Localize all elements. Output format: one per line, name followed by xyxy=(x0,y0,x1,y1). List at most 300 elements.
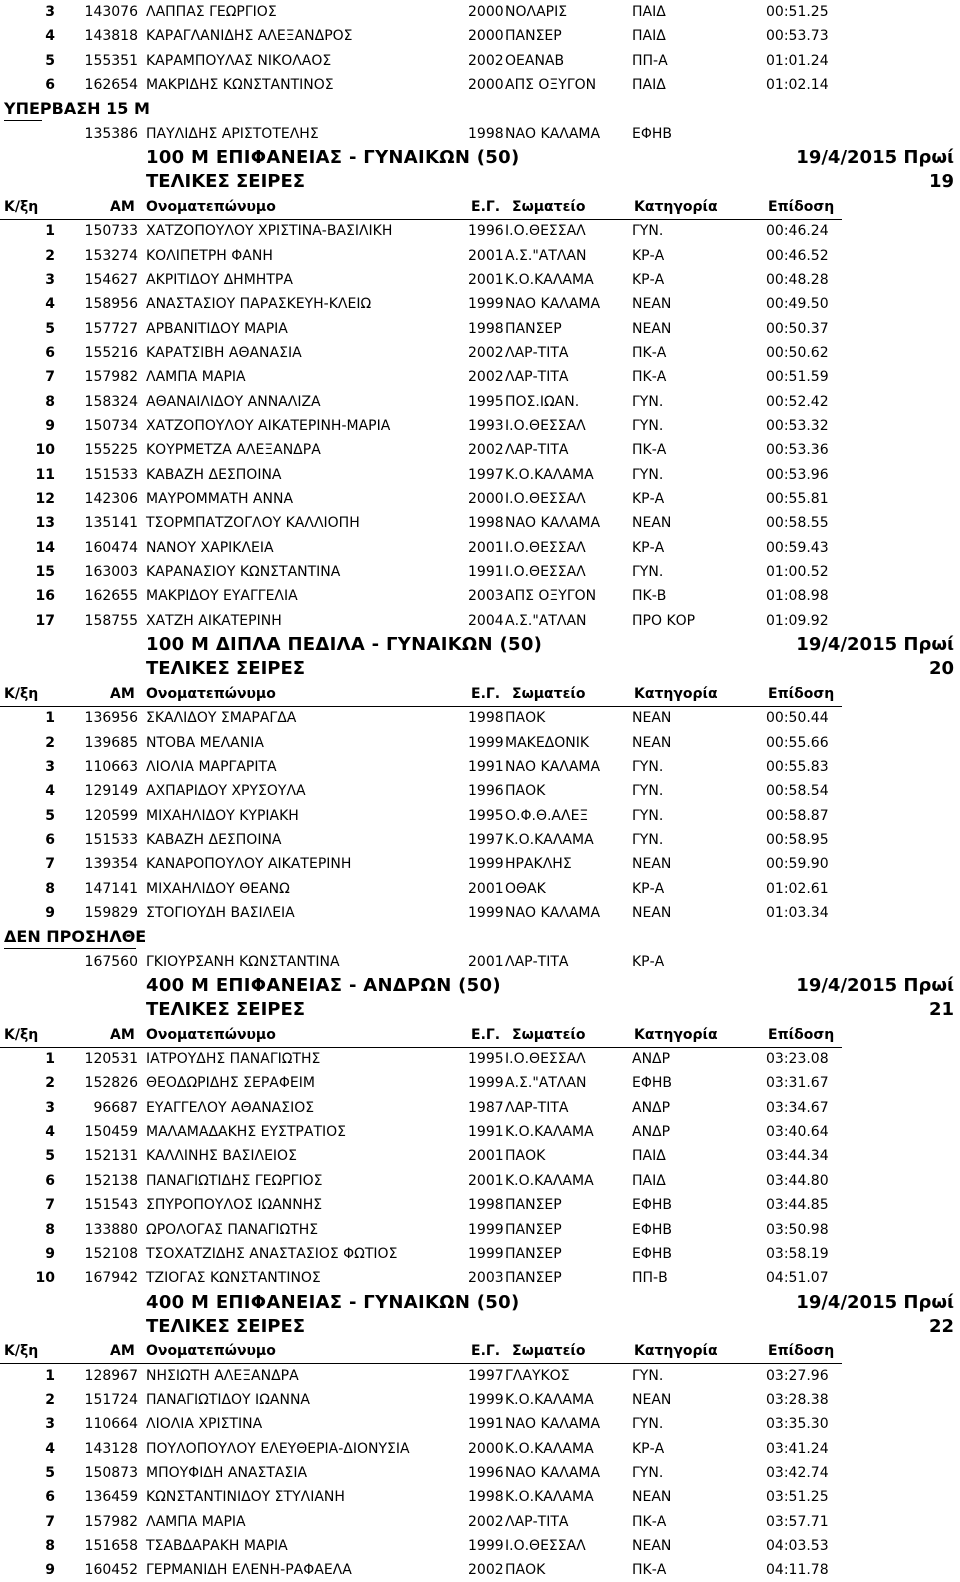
birth-year-cell: 2002 xyxy=(468,52,504,69)
performance-cell: 03:42.74 xyxy=(766,1465,829,1481)
category-cell: ΚΡ-Α xyxy=(632,247,665,264)
rank-cell: 3 xyxy=(45,1416,55,1433)
rank-cell: 6 xyxy=(45,831,55,848)
club-cell: ΝΑΟ ΚΑΛΑΜΑ xyxy=(505,1465,601,1481)
club-cell: ΗΡΑΚΛΗΣ xyxy=(505,856,572,873)
club-cell: Κ.Ο.ΚΑΛΑΜΑ xyxy=(505,1124,594,1141)
am-cell: 150873 xyxy=(84,1465,138,1481)
name-cell: ΛΙΟΛΙΑ ΜΑΡΓΑΡΙΤΑ xyxy=(146,758,277,775)
category-cell: ΝΕΑΝ xyxy=(632,1538,672,1555)
club-cell: ΑΠΣ ΟΞΥΓΟΝ xyxy=(505,588,597,605)
name-cell: ΜΑΚΡΙΔΗΣ ΚΩΝΣΤΑΝΤΙΝΟΣ xyxy=(146,77,334,94)
club-cell: ΠΑΟΚ xyxy=(505,1148,546,1165)
result-row xyxy=(0,950,960,974)
birth-year-cell: 2002 xyxy=(468,344,504,361)
club-cell: Ι.Ο.ΘΕΣΣΑΛ xyxy=(505,564,586,581)
name-cell: ΜΙΧΑΗΛΙΔΟΥ ΘΕΑΝΩ xyxy=(146,880,290,897)
name-cell: ΧΑΤΖΟΠΟΥΛΟΥ ΧΡΙΣΤΙΝΑ-ΒΑΣΙΛΙΚΗ xyxy=(146,223,393,240)
birth-year-cell: 1999 xyxy=(468,856,504,873)
am-cell: 160474 xyxy=(84,539,138,556)
event-title: 400 Μ ΕΠΙΦΑΝΕΙΑΣ - ΑΝΔΡΩΝ (50) xyxy=(146,975,501,996)
name-cell: ΚΑΡΑΜΠΟΥΛΑΣ ΝΙΚΟΛΑΟΣ xyxy=(146,52,332,69)
name-cell: ΚΩΝΣΤΑΝΤΙΝΙΔΟΥ ΣΤΥΛΙΑΝΗ xyxy=(146,1489,345,1506)
category-cell: ΚΡ-Α xyxy=(632,1440,665,1457)
am-cell: 139685 xyxy=(84,734,138,751)
club-cell: ΝΟΛΑΡΙΣ xyxy=(505,4,568,20)
name-cell: ΑΡΒΑΝΙΤΙΔΟΥ ΜΑΡΙΑ xyxy=(146,320,288,337)
club-cell: ΛΑΡ-ΤΙΤΑ xyxy=(505,369,569,386)
name-cell: ΠΑΝΑΓΙΩΤΙΔΗΣ ΓΕΩΡΓΙΟΣ xyxy=(146,1172,323,1189)
name-cell: ΚΑΡΑΓΛΑΝΙΔΗΣ ΑΛΕΞΑΝΔΡΟΣ xyxy=(146,28,353,45)
name-cell: ΚΟΛΙΠΕΤΡΗ ΦΑΝΗ xyxy=(146,247,273,264)
am-cell: 110664 xyxy=(84,1416,138,1433)
am-cell: 151533 xyxy=(84,831,138,848)
name-cell: ΤΣΟΧΑΤΖΙΔΗΣ ΑΝΑΣΤΑΣΙΟΣ ΦΩΤΙΟΣ xyxy=(146,1245,398,1262)
header-am: ΑΜ xyxy=(110,1343,135,1360)
name-cell: ΚΑΒΑΖΗ ΔΕΣΠΟΙΝΑ xyxy=(146,831,282,848)
club-cell: ΠΑΝΣΕΡ xyxy=(505,1221,562,1238)
am-cell: 151543 xyxy=(84,1197,138,1214)
event-title: 400 Μ ΕΠΙΦΑΝΕΙΑΣ - ΓΥΝΑΙΚΩΝ (50) xyxy=(146,1291,520,1313)
header-category: Κατηγορία xyxy=(634,198,718,215)
club-cell: ΟΕΑΝΑΒ xyxy=(505,52,565,69)
am-cell: 160452 xyxy=(84,1562,138,1579)
performance-cell: 00:50.44 xyxy=(766,710,829,727)
performance-cell: 00:58.95 xyxy=(766,831,829,848)
result-row xyxy=(0,1096,960,1120)
name-cell: ΠΑΥΛΙΔΗΣ ΑΡΙΣΤΟΤΕΛΗΣ xyxy=(146,125,319,142)
result-row xyxy=(0,1266,960,1290)
birth-year-cell: 1996 xyxy=(468,1465,504,1481)
club-cell: ΝΑΟ ΚΑΛΑΜΑ xyxy=(505,125,601,142)
rank-cell: 9 xyxy=(45,1245,55,1262)
birth-year-cell: 2000 xyxy=(468,77,504,94)
event-date: 19/4/2015 Πρωί xyxy=(796,147,954,169)
birth-year-cell: 1997 xyxy=(468,466,504,483)
event-date: 19/4/2015 Πρωί xyxy=(796,634,954,656)
category-cell: ΚΡ-Α xyxy=(632,539,665,556)
birth-year-cell: 2000 xyxy=(468,1440,504,1457)
am-cell: 143818 xyxy=(84,28,138,45)
result-row xyxy=(0,828,960,852)
performance-cell: 00:53.32 xyxy=(766,417,829,434)
category-cell: ΠΚ-Α xyxy=(632,344,667,361)
am-cell: 167942 xyxy=(84,1270,138,1287)
section-label-overtake: ΥΠΕΡΒΑΣΗ 15 Μ xyxy=(4,99,150,119)
am-cell: 152131 xyxy=(84,1148,138,1165)
rank-cell: 4 xyxy=(45,1440,55,1457)
birth-year-cell: 1999 xyxy=(468,904,504,921)
result-row xyxy=(0,877,960,901)
name-cell: ΜΙΧΑΗΛΙΔΟΥ ΚΥΡΙΑΚΗ xyxy=(146,807,299,824)
header-name: Ονοματεπώνυμο xyxy=(146,1343,276,1360)
performance-cell: 03:58.19 xyxy=(766,1245,829,1262)
am-cell: 158324 xyxy=(84,393,138,410)
am-cell: 152138 xyxy=(84,1172,138,1189)
category-cell: ΝΕΑΝ xyxy=(632,515,672,532)
rank-cell: 7 xyxy=(45,1197,55,1214)
performance-cell: 03:57.71 xyxy=(766,1513,829,1530)
rank-cell: 1 xyxy=(45,223,55,240)
result-row xyxy=(0,390,960,414)
rank-cell: 2 xyxy=(45,247,55,264)
header-am: ΑΜ xyxy=(110,198,135,215)
name-cell: ΚΑΡΑΝΑΣΙΟΥ ΚΩΝΣΤΑΝΤΙΝΑ xyxy=(146,564,341,581)
result-row xyxy=(0,1485,960,1509)
birth-year-cell: 2000 xyxy=(468,4,504,20)
category-cell: ΠΑΙΔ xyxy=(632,1172,666,1189)
event-number: 19 xyxy=(928,171,954,193)
birth-year-cell: 1999 xyxy=(468,296,504,313)
birth-year-cell: 1999 xyxy=(468,1075,504,1092)
birth-year-cell: 1998 xyxy=(468,125,504,142)
name-cell: ΧΑΤΖΗ ΑΙΚΑΤΕΡΙΝΗ xyxy=(146,612,282,629)
rank-cell: 3 xyxy=(45,271,55,288)
birth-year-cell: 2002 xyxy=(468,369,504,386)
birth-year-cell: 1995 xyxy=(468,1051,504,1068)
club-cell: ΠΑΝΣΕΡ xyxy=(505,1270,562,1287)
club-cell: Α.Σ."ΑΤΛΑΝ xyxy=(505,1075,587,1092)
birth-year-cell: 1991 xyxy=(468,564,504,581)
result-row xyxy=(0,706,960,730)
header-performance: Επίδοση xyxy=(768,1026,835,1043)
performance-cell: 00:59.43 xyxy=(766,539,829,556)
birth-year-cell: 1991 xyxy=(468,758,504,775)
name-cell: ΚΑΒΑΖΗ ΔΕΣΠΟΙΝΑ xyxy=(146,466,282,483)
name-cell: ΩΡΟΛΟΓΑΣ ΠΑΝΑΓΙΩΤΗΣ xyxy=(146,1221,319,1238)
performance-cell: 00:58.54 xyxy=(766,783,829,800)
performance-cell: 03:27.96 xyxy=(766,1367,829,1384)
am-cell: 159829 xyxy=(84,904,138,921)
header-club: Σωματείο xyxy=(512,1343,586,1360)
header-performance: Επίδοση xyxy=(768,685,835,702)
category-cell: ΓΥΝ. xyxy=(632,417,664,434)
result-row xyxy=(0,1169,960,1193)
category-cell: ΠΠ-Α xyxy=(632,52,668,69)
rank-cell: 6 xyxy=(45,77,55,94)
result-row xyxy=(0,0,960,24)
birth-year-cell: 2001 xyxy=(468,1148,504,1165)
club-cell: Ι.Ο.ΘΕΣΣΑΛ xyxy=(505,539,586,556)
am-cell: 143076 xyxy=(84,4,138,20)
result-row xyxy=(0,609,960,633)
birth-year-cell: 1999 xyxy=(468,1538,504,1555)
performance-cell: 00:55.81 xyxy=(766,491,829,507)
club-cell: ΛΑΡ-ΤΙΤΑ xyxy=(505,1099,569,1116)
result-row xyxy=(0,731,960,755)
am-cell: 151533 xyxy=(84,466,138,483)
am-cell: 167560 xyxy=(84,953,138,970)
club-cell: ΠΑΟΚ xyxy=(505,783,546,800)
header-club: Σωματείο xyxy=(512,198,586,215)
club-cell: ΛΑΡ-ΤΙΤΑ xyxy=(505,344,569,361)
result-row xyxy=(0,268,960,292)
rank-cell: 6 xyxy=(45,1489,55,1506)
rank-cell: 2 xyxy=(45,734,55,751)
club-cell: Κ.Ο.ΚΑΛΑΜΑ xyxy=(505,1172,594,1189)
birth-year-cell: 2001 xyxy=(468,880,504,897)
am-cell: 110663 xyxy=(84,758,138,775)
rank-cell: 7 xyxy=(45,1513,55,1530)
category-cell: ΠΑΙΔ xyxy=(632,77,666,94)
result-row xyxy=(0,560,960,584)
name-cell: ΑΝΑΣΤΑΣΙΟΥ ΠΑΡΑΣΚΕΥΗ-ΚΛΕΙΩ xyxy=(146,296,372,313)
birth-year-cell: 2004 xyxy=(468,612,504,629)
performance-cell: 00:59.90 xyxy=(766,856,829,873)
result-row xyxy=(0,1193,960,1217)
performance-cell: 03:31.67 xyxy=(766,1075,829,1092)
performance-cell: 00:58.55 xyxy=(766,515,829,532)
rank-cell: 8 xyxy=(45,393,55,410)
rank-cell: 4 xyxy=(45,28,55,45)
header-name: Ονοματεπώνυμο xyxy=(146,1026,276,1043)
category-cell: ΠΑΙΔ xyxy=(632,28,666,45)
event-title: 100 Μ ΔΙΠΛΑ ΠΕΔΙΛΑ - ΓΥΝΑΙΚΩΝ (50) xyxy=(146,634,543,656)
category-cell: ΠΚ-Α xyxy=(632,369,667,386)
category-cell: ΓΥΝ. xyxy=(632,807,664,824)
event-date: 19/4/2015 Πρωί xyxy=(796,1291,954,1313)
rank-cell: 10 xyxy=(35,1270,55,1287)
birth-year-cell: 1996 xyxy=(468,783,504,800)
event-subtitle: ΤΕΛΙΚΕΣ ΣΕΙΡΕΣ xyxy=(146,658,306,680)
result-row xyxy=(0,1534,960,1558)
performance-cell: 00:49.50 xyxy=(766,296,829,313)
performance-cell: 00:58.87 xyxy=(766,807,829,824)
club-cell: ΛΑΡ-ΤΙΤΑ xyxy=(505,1513,569,1530)
column-header-row xyxy=(0,195,960,219)
birth-year-cell: 1999 xyxy=(468,734,504,751)
am-cell: 147141 xyxy=(84,880,138,897)
name-cell: ΚΟΥΡΜΕΤΖΑ ΑΛΕΞΑΝΔΡΑ xyxy=(146,442,321,459)
club-cell: ΠΑΝΣΕΡ xyxy=(505,320,562,337)
club-cell: Ι.Ο.ΘΕΣΣΑΛ xyxy=(505,491,586,507)
name-cell: ΠΑΝΑΓΙΩΤΙΔΟΥ ΙΩΑΝΝΑ xyxy=(146,1391,310,1408)
rank-cell: 7 xyxy=(45,369,55,386)
result-row xyxy=(0,1218,960,1242)
section-label-dns: ΔΕΝ ΠΡΟΣΗΛΘΕ xyxy=(4,927,147,947)
rank-cell: 4 xyxy=(45,1124,55,1141)
am-cell: 153274 xyxy=(84,247,138,264)
category-cell: ΝΕΑΝ xyxy=(632,856,672,873)
rank-cell: 4 xyxy=(45,783,55,800)
birth-year-cell: 1995 xyxy=(468,807,504,824)
birth-year-cell: 1991 xyxy=(468,1416,504,1433)
performance-cell: 01:08.98 xyxy=(766,588,829,605)
birth-year-cell: 2001 xyxy=(468,271,504,288)
performance-cell: 00:53.36 xyxy=(766,442,829,459)
event-title: 100 Μ ΕΠΙΦΑΝΕΙΑΣ - ΓΥΝΑΙΚΩΝ (50) xyxy=(146,147,520,169)
category-cell: ΠΠ-Β xyxy=(632,1270,668,1287)
result-row xyxy=(0,1558,960,1582)
rank-cell: 1 xyxy=(45,710,55,727)
name-cell: ΧΑΤΖΟΠΟΥΛΟΥ ΑΙΚΑΤΕΡΙΝΗ-ΜΑΡΙΑ xyxy=(146,417,391,434)
performance-cell: 04:51.07 xyxy=(766,1270,829,1287)
header-am: ΑΜ xyxy=(110,685,135,702)
result-row xyxy=(0,584,960,608)
result-row xyxy=(0,1461,960,1485)
club-cell: ΠΑΝΣΕΡ xyxy=(505,1197,562,1214)
birth-year-cell: 1997 xyxy=(468,1367,504,1384)
category-cell: ΓΥΝ. xyxy=(632,466,664,483)
am-cell: 151658 xyxy=(84,1538,138,1555)
result-row xyxy=(0,779,960,803)
club-cell: Κ.Ο.ΚΑΛΑΜΑ xyxy=(505,1391,594,1408)
club-cell: Κ.Ο.ΚΑΛΑΜΑ xyxy=(505,466,594,483)
category-cell: ΕΦΗΒ xyxy=(632,125,672,142)
result-row xyxy=(0,317,960,341)
category-cell: ΠΚ-Β xyxy=(632,588,667,605)
rank-cell: 5 xyxy=(45,52,55,69)
result-row xyxy=(0,1412,960,1436)
result-row xyxy=(0,1437,960,1461)
rank-cell: 9 xyxy=(45,904,55,921)
performance-cell: 00:51.25 xyxy=(766,4,829,20)
header-rank: Κ/ξη xyxy=(4,1026,39,1043)
column-header-row xyxy=(0,1023,960,1047)
header-category: Κατηγορία xyxy=(634,1343,718,1360)
result-row xyxy=(0,1388,960,1412)
club-cell: ΝΑΟ ΚΑΛΑΜΑ xyxy=(505,758,601,775)
birth-year-cell: 1999 xyxy=(468,1245,504,1262)
birth-year-cell: 1998 xyxy=(468,515,504,532)
birth-year-cell: 1998 xyxy=(468,710,504,727)
club-cell: Κ.Ο.ΚΑΛΑΜΑ xyxy=(505,1489,594,1506)
category-cell: ΠΚ-Α xyxy=(632,1513,667,1530)
name-cell: ΑΘΑΝΑΙΛΙΔΟΥ ΑΝΝΑΛΙΖΑ xyxy=(146,393,321,410)
result-row xyxy=(0,1120,960,1144)
name-cell: ΝΗΣΙΩΤΗ ΑΛΕΞΑΝΔΡΑ xyxy=(146,1367,299,1384)
result-row xyxy=(0,414,960,438)
result-row xyxy=(0,1364,960,1388)
category-cell: ΝΕΑΝ xyxy=(632,734,672,751)
header-category: Κατηγορία xyxy=(634,1026,718,1043)
name-cell: ΣΤΟΓΙΟΥΔΗ ΒΑΣΙΛΕΙΑ xyxy=(146,904,295,921)
header-birth-year: Ε.Γ. xyxy=(471,1343,501,1360)
rank-cell: 1 xyxy=(45,1367,55,1384)
rank-cell: 7 xyxy=(45,856,55,873)
club-cell: ΟΘΑΚ xyxy=(505,880,546,897)
name-cell: ΤΖΙΟΓΑΣ ΚΩΝΣΤΑΝΤΙΝΟΣ xyxy=(146,1270,321,1287)
club-cell: ΝΑΟ ΚΑΛΑΜΑ xyxy=(505,904,601,921)
name-cell: ΛΑΜΠΑ ΜΑΡΙΑ xyxy=(146,1513,246,1530)
club-cell: ΑΠΣ ΟΞΥΓΟΝ xyxy=(505,77,597,94)
club-cell: Ι.Ο.ΘΕΣΣΑΛ xyxy=(505,1538,586,1555)
rank-cell: 6 xyxy=(45,344,55,361)
name-cell: ΤΣΑΒΔΑΡΑΚΗ ΜΑΡΙΑ xyxy=(146,1538,288,1555)
birth-year-cell: 1996 xyxy=(468,223,504,240)
category-cell: ΓΥΝ. xyxy=(632,223,664,240)
rank-cell: 3 xyxy=(45,1099,55,1116)
performance-cell: 01:03.34 xyxy=(766,904,829,921)
performance-cell: 00:51.59 xyxy=(766,369,829,386)
header-name: Ονοματεπώνυμο xyxy=(146,685,276,702)
club-cell: ΠΑΝΣΕΡ xyxy=(505,28,562,45)
result-row xyxy=(0,438,960,462)
performance-cell: 00:46.52 xyxy=(766,247,829,264)
birth-year-cell: 1999 xyxy=(468,1221,504,1238)
result-row xyxy=(0,1242,960,1266)
rank-cell: 2 xyxy=(45,1075,55,1092)
performance-cell: 01:09.92 xyxy=(766,612,829,629)
club-cell: ΠΑΝΣΕΡ xyxy=(505,1245,562,1262)
result-row xyxy=(0,511,960,535)
performance-cell: 03:44.34 xyxy=(766,1148,829,1165)
club-cell: Κ.Ο.ΚΑΛΑΜΑ xyxy=(505,1440,594,1457)
birth-year-cell: 2001 xyxy=(468,1172,504,1189)
club-cell: ΓΛΑΥΚΟΣ xyxy=(505,1367,570,1384)
name-cell: ΝΤΟΒΑ ΜΕΛΑΝΙΑ xyxy=(146,734,264,751)
result-row xyxy=(0,244,960,268)
name-cell: ΘΕΟΔΩΡΙΔΗΣ ΣΕΡΑΦΕΙΜ xyxy=(146,1075,315,1092)
am-cell: 151724 xyxy=(84,1391,138,1408)
header-performance: Επίδοση xyxy=(768,198,835,215)
rank-cell: 4 xyxy=(45,296,55,313)
am-cell: 133880 xyxy=(84,1221,138,1238)
am-cell: 152826 xyxy=(84,1075,138,1092)
birth-year-cell: 2001 xyxy=(468,539,504,556)
name-cell: ΛΙΟΛΙΑ ΧΡΙΣΤΙΝΑ xyxy=(146,1416,263,1433)
birth-year-cell: 2003 xyxy=(468,1270,504,1287)
birth-year-cell: 2000 xyxy=(468,28,504,45)
rank-cell: 8 xyxy=(45,1221,55,1238)
category-cell: ΕΦΗΒ xyxy=(632,1245,672,1262)
result-row xyxy=(0,365,960,389)
header-club: Σωματείο xyxy=(512,1026,586,1043)
performance-cell: 00:48.28 xyxy=(766,271,829,288)
result-row xyxy=(0,463,960,487)
name-cell: ΜΑΚΡΙΔΟΥ ΕΥΑΓΓΕΛΙΑ xyxy=(146,588,298,605)
am-cell: 155225 xyxy=(84,442,138,459)
category-cell: ΕΦΗΒ xyxy=(632,1221,672,1238)
rank-cell: 3 xyxy=(45,758,55,775)
category-cell: ΝΕΑΝ xyxy=(632,710,672,727)
club-cell: ΛΑΡ-ΤΙΤΑ xyxy=(505,953,569,970)
club-cell: Ο.Φ.Θ.ΑΛΕΞ xyxy=(505,807,589,824)
event-subtitle: ΤΕΛΙΚΕΣ ΣΕΙΡΕΣ xyxy=(146,171,306,193)
rank-cell: 5 xyxy=(45,320,55,337)
birth-year-cell: 1995 xyxy=(468,393,504,410)
performance-cell: 00:55.83 xyxy=(766,758,829,775)
category-cell: ΝΕΑΝ xyxy=(632,1489,672,1506)
category-cell: ΠΑΙΔ xyxy=(632,4,666,20)
column-header-row xyxy=(0,682,960,706)
rank-cell: 9 xyxy=(45,417,55,434)
birth-year-cell: 2002 xyxy=(468,442,504,459)
name-cell: ΣΚΑΛΙΔΟΥ ΣΜΑΡΑΓΔΑ xyxy=(146,710,297,727)
rank-cell: 10 xyxy=(35,442,55,459)
name-cell: ΠΟΥΛΟΠΟΥΛΟΥ ΕΛΕΥΘΕΡΙΑ-ΔΙΟΝΥΣΙΑ xyxy=(146,1440,410,1457)
rank-cell: 9 xyxy=(45,1562,55,1579)
birth-year-cell: 1998 xyxy=(468,320,504,337)
club-cell: ΠΟΣ.ΙΩΑΝ. xyxy=(505,393,580,410)
rank-cell: 3 xyxy=(45,4,55,20)
name-cell: ΝΑΝΟΥ ΧΑΡΙΚΛΕΙΑ xyxy=(146,539,274,556)
category-cell: ΑΝΔΡ xyxy=(632,1051,671,1068)
category-cell: ΚΡ-Α xyxy=(632,953,665,970)
rank-cell: 5 xyxy=(45,1465,55,1481)
birth-year-cell: 2002 xyxy=(468,1513,504,1530)
name-cell: ΤΣΟΡΜΠΑΤΖΟΓΛΟΥ ΚΑΛΛΙΟΠΗ xyxy=(146,515,360,532)
birth-year-cell: 1987 xyxy=(468,1099,504,1116)
am-cell: 139354 xyxy=(84,856,138,873)
performance-cell: 00:46.24 xyxy=(766,223,829,240)
header-name: Ονοματεπώνυμο xyxy=(146,198,276,215)
club-cell: Ι.Ο.ΘΕΣΣΑΛ xyxy=(505,223,586,240)
am-cell: 129149 xyxy=(84,783,138,800)
header-rank: Κ/ξη xyxy=(4,1343,39,1360)
birth-year-cell: 1998 xyxy=(468,1197,504,1214)
performance-cell: 00:50.62 xyxy=(766,344,829,361)
